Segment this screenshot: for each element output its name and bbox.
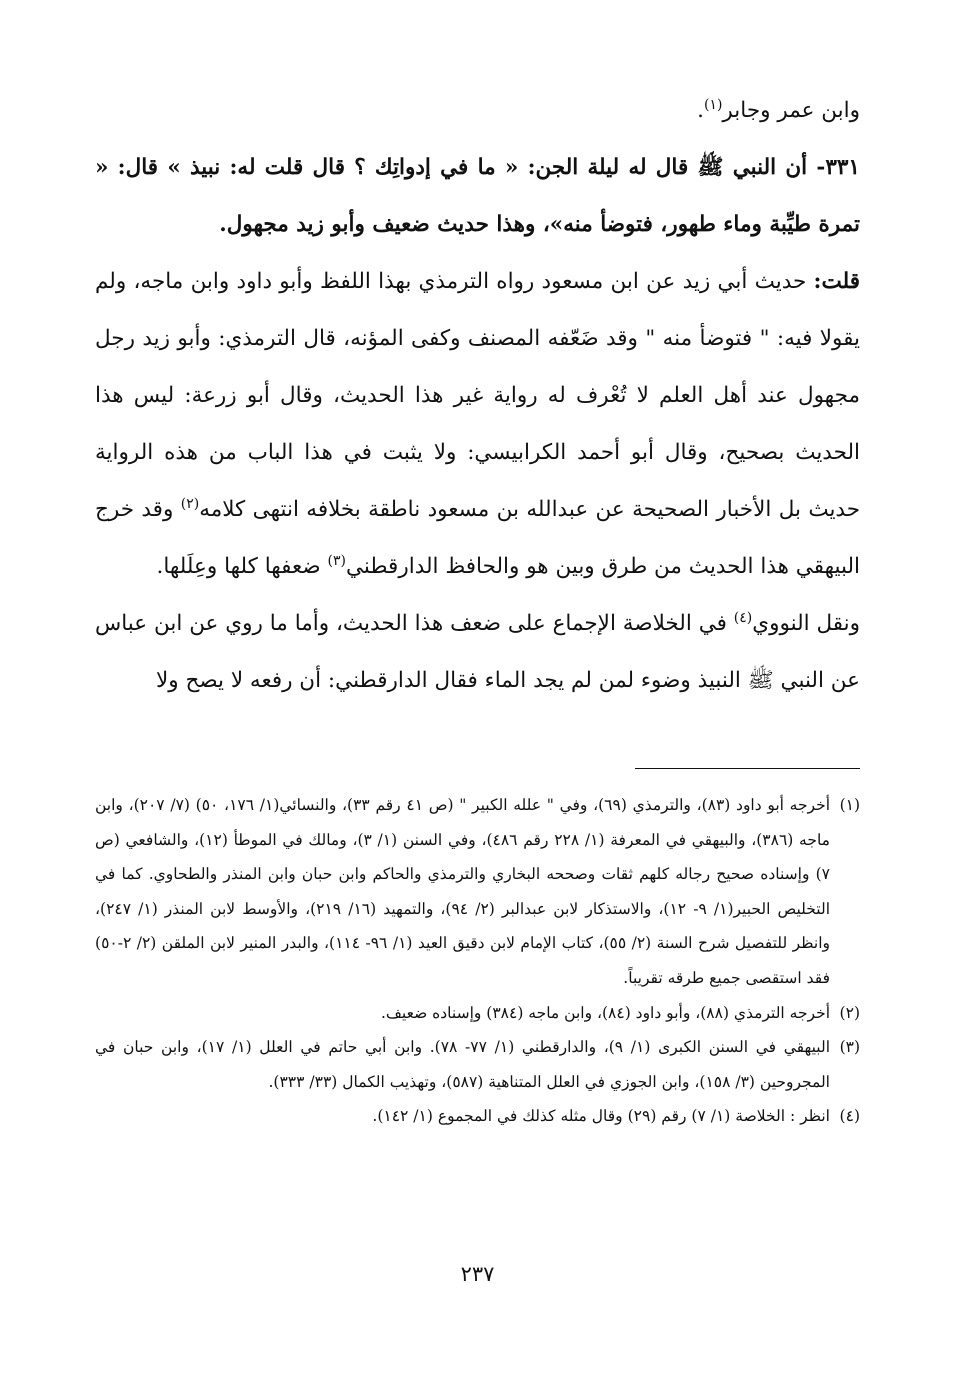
hadith-text: أن النبي ﷺ قال له ليلة الجن: « ما في إدواتِك ؟ قال قلت له: نبيذ » قال: « تمرة طيِّبة وماء طهور، فتوضأ منه»، وهذا حديث ضعيف وأبو زيد مجهول. <box>95 155 860 237</box>
commentary-lead: قلت: <box>813 269 860 294</box>
footnote-4 <box>95 1099 860 1134</box>
hadith-number: ٣٣١- <box>816 155 860 180</box>
footnote-number: (٤) <box>839 1107 860 1126</box>
footnote-text: انظر : الخلاصة (١/ ٧) رقم (٢٩) وقال مثله كذلك في المجموع (١/ ١٤٢). <box>372 1107 830 1126</box>
commentary-text-c: ضعفها كلها وعِلَلها. <box>156 554 321 579</box>
commentary-paragraph <box>95 253 860 595</box>
nawawi-text-b: في الخلاصة الإجماع على ضعف هذا الحديث، وأما ما روي عن ابن عباس عن النبي ﷺ النبيذ وضوء لمن لم يجد الماء فقال الدارقطني: أن رفعه لا يصح ولا <box>95 611 860 693</box>
footnote-ref-2: (٢) <box>180 495 200 512</box>
footnote-number: (٢) <box>839 1003 860 1022</box>
footnote-2 <box>95 996 860 1031</box>
footnote-text: البيهقي في السنن الكبرى (١/ ٩)، والدارقطني (١/ ٧٧- ٧٨). وابن أبي حاتم في العلل (١/ ١٧)، وابن حبان في المجروحين (٣/ ١٥٨)، وابن الجوزي في العلل المتناهية (٥٨٧)، وتهذيب الكمال (٣٣/ ٣٣٣). <box>95 1038 831 1091</box>
footnote-text: أخرجه أبو داود (٨٣)، والترمذي (٦٩)، وفي " علله الكبير " (ص ٤١ رقم ٣٣)، والنسائي(١/ ١٧٦، ٥٠) (٧/ ٢٠٧)، وابن ماجه (٣٨٦)، والبيهقي في المعرفة (١/ ٢٢٨ رقم ٤٨٦)، وفي السنن (١/ ٣)، ومالك في الموطأ (١٢)، والشافعي (ص ٧) وإسناده صحيح رجاله كلهم ثقات وصححه البخاري والترمذي والحاكم وابن حبان وابن المنذر والطحاوي. كما في التخليص الحبير(١/ ٩- ١٢)، والاستذكار لابن عبدالبر (٢/ ٩٤)، والتمهيد (١٦/ ٢١٩)، والأوسط لابن المنذر (١/ ٢٤٧)، وانظر للتفصيل شرح السنة (٢/ ٥٥)، كتاب الإمام لابن دقيق العيد (١/ ٩٦- ١١٤)، والبدر المنير لابن الملقن (٢/ ٢-٥٠) فقد استقصى جميع طرقه تقريباً. <box>95 796 831 987</box>
commentary-text-b: وقد خرج البيهقي هذا الحديث من طرق وبين هو والحافظ الدارقطني <box>95 497 860 579</box>
nawawi-text-a: ونقل النووي <box>752 611 861 636</box>
footnotes-section <box>95 788 860 1134</box>
nawawi-paragraph <box>95 595 860 709</box>
footnote-number: (١) <box>839 796 861 814</box>
intro-line <box>95 82 860 139</box>
main-text <box>95 82 860 709</box>
footnote-divider <box>635 768 860 769</box>
footnote-number: (٣) <box>839 1038 861 1057</box>
footnote-ref-1: (١) <box>703 96 723 113</box>
hadith-331 <box>95 139 860 253</box>
footnote-ref-3: (٣) <box>327 552 347 569</box>
footnote-1 <box>95 788 860 996</box>
intro-end: . <box>697 98 704 123</box>
page-number: ٢٣٧ <box>460 1262 495 1286</box>
commentary-text-a: حديث أبي زيد عن ابن مسعود رواه الترمذي بهذا اللفظ وأبو داود وابن ماجه، ولم يقولا فيه: " فتوضأ منه " وقد ضَعّفه المصنف وكفى المؤنه، قال الترمذي: وأبو زيد رجل مجهول عند أهل العلم لا تُعْرف له رواية غير هذا الحديث، وقال أبو زرعة: ليس هذا الحديث بصحيح، وقال أبو أحمد الكرابيسي: ولا يثبت في هذا الباب من هذه الرواية حديث بل الأخبار الصحيحة عن عبدالله بن مسعود ناطقة بخلافه انتهى كلامه <box>95 269 860 522</box>
footnote-ref-4: (٤) <box>733 609 753 626</box>
footnote-3 <box>95 1030 860 1099</box>
intro-text: وابن عمر وجابر <box>722 98 860 123</box>
footnote-text: أخرجه الترمذي (٨٨)، وأبو داود (٨٤)، وابن ماجه (٣٨٤) وإسناده ضعيف. <box>380 1003 830 1022</box>
